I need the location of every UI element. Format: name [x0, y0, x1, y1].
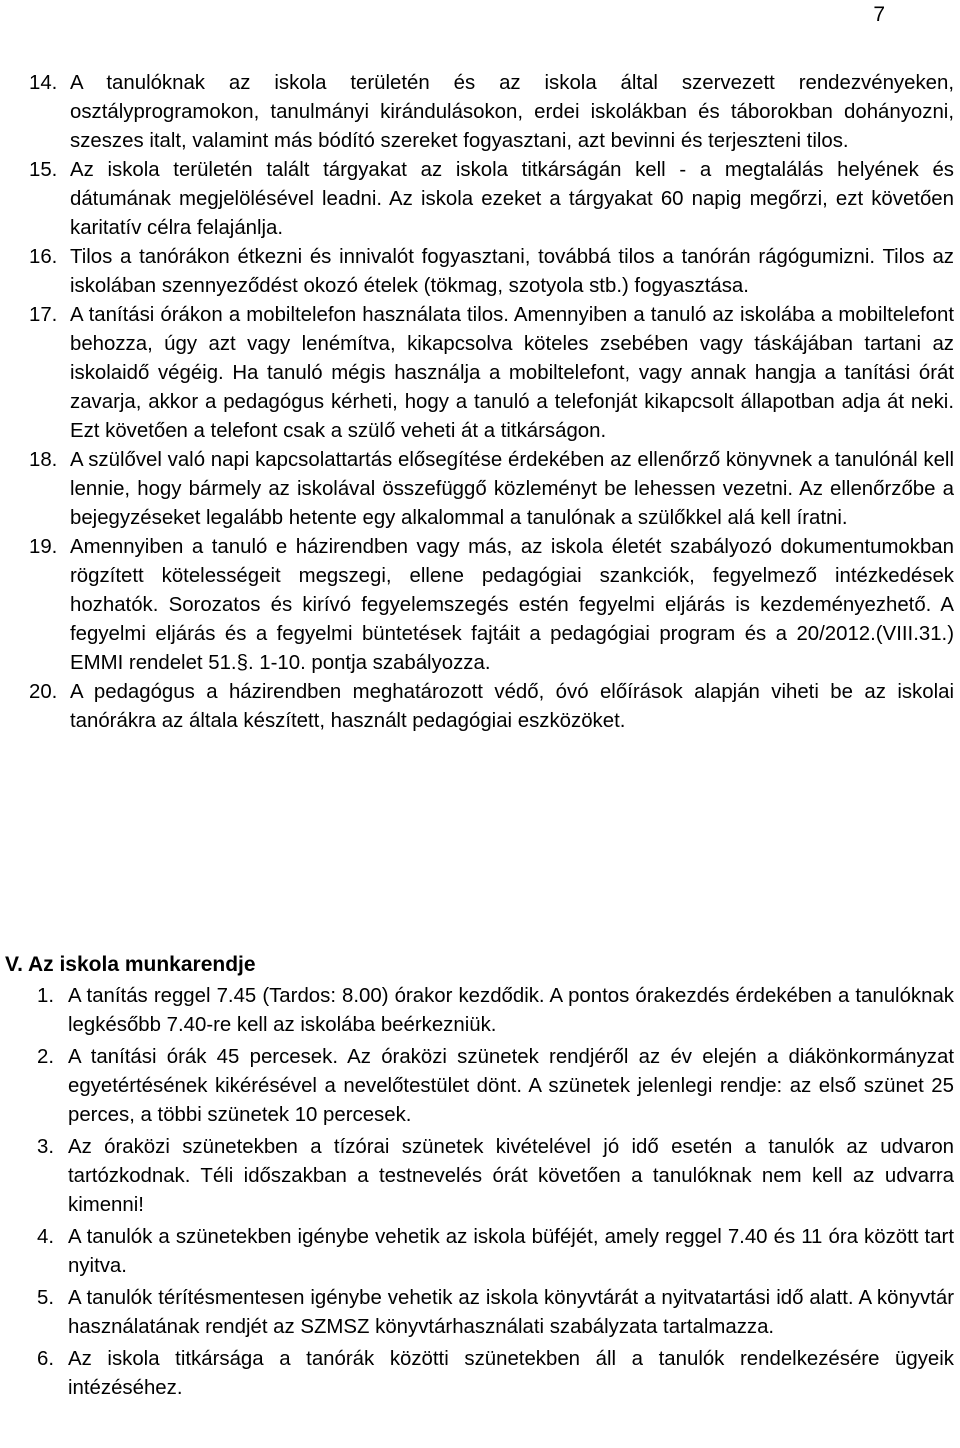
- list-item: [29, 678, 954, 736]
- list-item-text: A szülővel való napi kapcsolattartás elősegítése érdekében az ellenőrző könyvnek a tanulónál kell lennie, hogy bármely az iskolával összefüggő közleményt be lehessen vezetni. Az ellenőrzőbe a bejegyzéseket legalább hetente egy alkalommal a tanulónak a szülőkkel alá kell íratni.: [70, 449, 954, 529]
- list-item-number: 4.: [37, 1226, 55, 1248]
- list-item-number: 3.: [37, 1136, 55, 1158]
- list-item-number: 17.: [29, 304, 58, 326]
- list-item: [29, 156, 954, 243]
- list-item: [37, 1043, 954, 1130]
- list-item-text: Tilos a tanórákon étkezni és innivalót fogyasztani, továbbá tilos a tanórán rágógumizni. Tilos az iskolában szennyeződést okozó ételek (tökmag, szotyola stb.) fogyasztása.: [70, 246, 954, 297]
- list-item-number: 16.: [29, 246, 58, 268]
- list-item: [29, 301, 954, 446]
- list-item-number: 20.: [29, 681, 58, 703]
- list-item-text: A tanulók térítésmentesen igénybe vehetik az iskola könyvtárát a nyitvatartási idő alatt. A könyvtár használatának rendjét az SZMSZ könyvtárhasználati szabályzata tartalmazza.: [68, 1287, 954, 1338]
- list-item-text: A tanulók a szünetekben igénybe vehetik az iskola büféjét, amely reggel 7.40 és 11 óra között tart nyitva.: [68, 1226, 954, 1277]
- list-item-number: 19.: [29, 536, 58, 558]
- list-item: [37, 1345, 954, 1403]
- list-item: [29, 446, 954, 533]
- list-item: [29, 243, 954, 301]
- list-item-number: 14.: [29, 72, 58, 94]
- list-item: [37, 1284, 954, 1342]
- list-item-number: 2.: [37, 1046, 55, 1068]
- list-item-text: A tanítási órákon a mobiltelefon használata tilos. Amennyiben a tanuló az iskolába a mobiltelefont behozza, úgy azt vagy lenémítva, kikapcsolva köteles zsebében vagy táskájában tartani az iskolaidő végéig. Ha tanuló mégis használja a mobiltelefont, vagy annak hangja a tanítási órát zavarja, akkor a pedagógus kérheti, hogy a tanuló a telefonját kikapcsolt állapotban adja át neki. Ezt követően a telefont csak a szülő veheti át a titkárságon.: [70, 304, 954, 442]
- list-item: [37, 1133, 954, 1220]
- list-item-number: 1.: [37, 985, 55, 1007]
- rules-list: [29, 69, 954, 736]
- list-item-number: 5.: [37, 1287, 55, 1309]
- section-heading: V. Az iskola munkarendje: [5, 953, 256, 976]
- list-item-text: Az iskola titkársága a tanórák közötti szünetekben áll a tanulók rendelkezésére ügyeik intézéséhez.: [68, 1348, 954, 1399]
- list-item-number: 6.: [37, 1348, 55, 1370]
- list-item: [37, 982, 954, 1040]
- list-item-text: A tanítási órák 45 percesek. Az óraközi szünetek rendjéről az év elején a diákönkormányzat egyetértésének kikérésével a nevelőtestület dönt. A szünetek jelenlegi rendje: az első szünet 25 perces, a többi szünetek 10 percesek.: [68, 1046, 954, 1126]
- list-item-text: Amennyiben a tanuló e házirendben vagy más, az iskola életét szabályozó dokumentumokban rögzített kötelességeit megszegi, ellene pedagógiai szankciók, fegyelmező intézkedések hozhatók. Sorozatos és kirívó fegyelemszegés estén fegyelmi eljárás is kezdeményezhető. A fegyelmi eljárás és a fegyelmi büntetések fajtáit a pedagógiai program és a 20/2012.(VIII.31.) EMMI rendelet 51.§. 1-10. pontja szabályozza.: [70, 536, 954, 674]
- list-item-number: 18.: [29, 449, 58, 471]
- list-item-text: A pedagógus a házirendben meghatározott védő, óvó előírások alapján viheti be az iskolai tanórákra az általa készített, használt pedagógiai eszközöket.: [70, 681, 954, 732]
- schedule-list: [37, 982, 954, 1406]
- list-item-text: A tanítás reggel 7.45 (Tardos: 8.00) órakor kezdődik. A pontos órakezdés érdekében a tanulóknak legkésőbb 7.40-re kell az iskolába beérkezniük.: [68, 985, 954, 1036]
- list-item-number: 15.: [29, 159, 58, 181]
- list-item-text: Az óraközi szünetekben a tízórai szünetek kivételével jó idő esetén a tanulók az udvaron tartózkodnak. Téli időszakban a testnevelés órát követően a tanulóknak nem kell az udvarra kimenni!: [68, 1136, 954, 1216]
- list-item-text: Az iskola területén talált tárgyakat az iskola titkárságán kell - a megtalálás helyének és dátumának megjelölésével leadni. Az iskola ezeket a tárgyakat 60 napig megőrzi, ezt követően karitatív célra felajánlja.: [70, 159, 954, 239]
- list-item: [29, 533, 954, 678]
- page-number: 7: [873, 3, 885, 26]
- list-item-text: A tanulóknak az iskola területén és az iskola által szervezett rendezvényeken, osztályprogramokon, tanulmányi kirándulásokon, erdei iskolákban és táborokban dohányozni, szeszes italt, valamint más bódító szereket fogyasztani, azt bevinni és terjeszteni tilos.: [70, 72, 954, 152]
- list-item: [29, 69, 954, 156]
- list-item: [37, 1223, 954, 1281]
